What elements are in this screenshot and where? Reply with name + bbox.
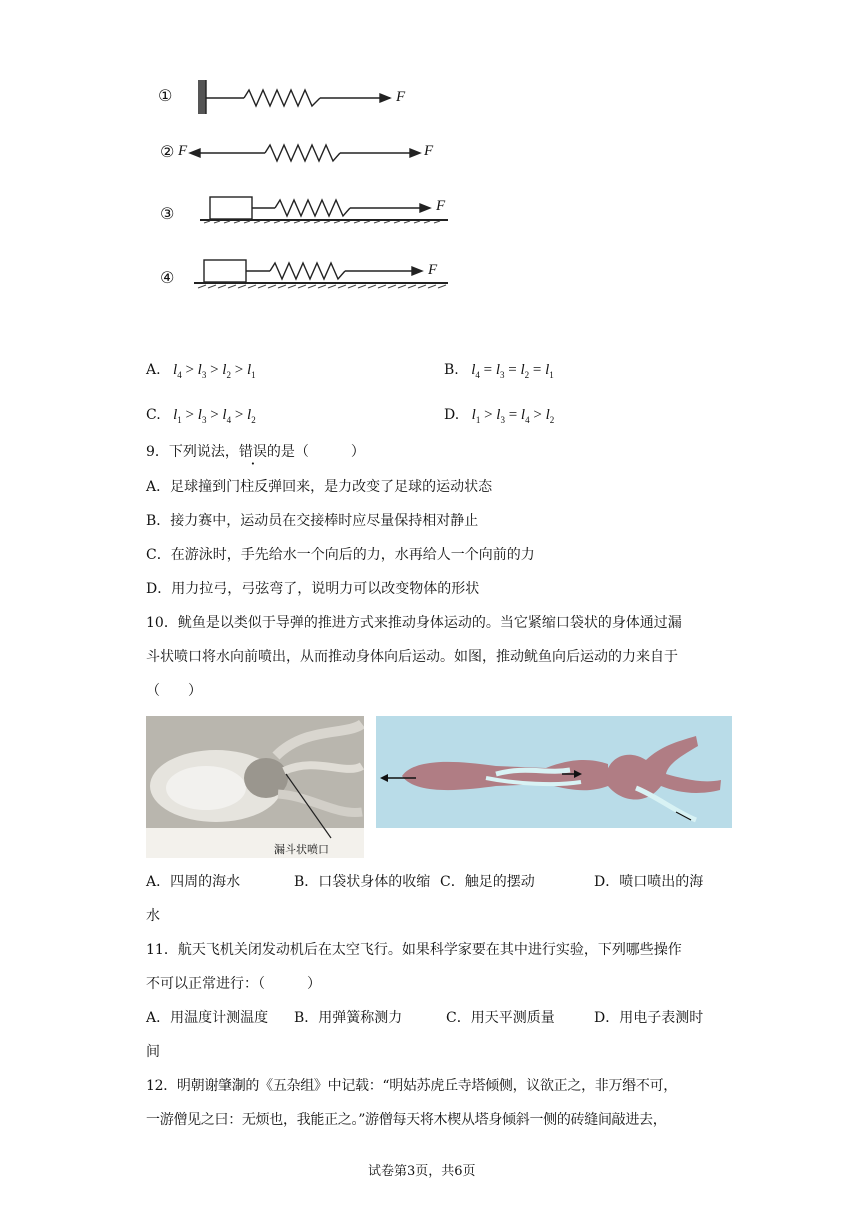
q11-option-d[interactable]: D．用电子表测时 bbox=[594, 1010, 704, 1026]
page-footer: 试卷第3页，共6页 bbox=[368, 1164, 476, 1179]
q9-emphasis: 错误 bbox=[238, 444, 267, 460]
q10-option-c[interactable]: C．触足的摆动 bbox=[440, 874, 535, 890]
spring-figure bbox=[150, 70, 470, 310]
squid-photo bbox=[146, 716, 364, 858]
q11-option-b[interactable]: B．用弹簧称测力 bbox=[294, 1010, 403, 1026]
q9-option-a[interactable]: A．足球撞到门柱反弹回来，是力改变了足球的运动状态 bbox=[146, 479, 493, 495]
force-label-3: F bbox=[436, 198, 446, 214]
spring-label-2: ② bbox=[160, 142, 175, 161]
q12-line-1: 12．明朝谢肇淛的《五杂组》中记载：“明姑苏虎丘寺塔倾侧，议欲正之，非万缗不可， bbox=[146, 1078, 677, 1094]
force-label-4: F bbox=[428, 262, 438, 278]
q10-line-3: （ ） bbox=[146, 683, 202, 699]
q9-option-b[interactable]: B．接力赛中，运动员在交接棒时应尽量保持相对静止 bbox=[146, 513, 479, 529]
force-label-1: F bbox=[396, 89, 406, 105]
q11-line-2: 不可以正常进行：（ ） bbox=[146, 976, 321, 992]
q8-option-a[interactable]: A. $l_4 > l_3 > l_2 > l_1$ bbox=[146, 362, 256, 380]
q10-option-b[interactable]: B．口袋状身体的收缩 bbox=[294, 874, 431, 890]
q11-line-1: 11．航天飞机关闭发动机后在太空飞行。如果科学家要在其中进行实验，下列哪些操作 bbox=[146, 942, 682, 958]
q12-line-2: 一游僧见之曰：无烦也，我能正之。”游僧每天将木楔从塔身倾斜一侧的砖缝间敲进去， bbox=[146, 1112, 667, 1128]
spring-label-4: ④ bbox=[160, 268, 175, 287]
q8-option-d[interactable]: D. $l_1 > l_3 = l_4 > l_2$ bbox=[444, 407, 555, 425]
q11-option-d-wrap: 间 bbox=[146, 1044, 160, 1060]
q10-option-a[interactable]: A．四周的海水 bbox=[146, 874, 241, 890]
force-label-2a: F bbox=[178, 143, 188, 159]
spring-label-1: ① bbox=[158, 86, 173, 105]
q10-line-1: 10．鱿鱼是以类似于导弹的推进方式来推动身体运动的。当它紧缩口袋状的身体通过漏 bbox=[146, 615, 682, 631]
q10-option-d[interactable]: D．喷口喷出的海 bbox=[594, 874, 704, 890]
q9-option-c[interactable]: C．在游泳时，手先给水一个向后的力，水再给人一个向前的力 bbox=[146, 547, 535, 563]
force-label-2b: F bbox=[424, 143, 434, 159]
q9-stem: 9．下列说法，错误的是（ ） bbox=[146, 444, 365, 460]
q8-option-b[interactable]: B. $l_4 = l_3 = l_2 = l_1$ bbox=[444, 362, 554, 380]
q11-option-a[interactable]: A．用温度计测温度 bbox=[146, 1010, 269, 1026]
q9-option-d[interactable]: D．用力拉弓，弓弦弯了，说明力可以改变物体的形状 bbox=[146, 581, 480, 597]
q10-line-2: 斗状喷口将水向前喷出，从而推动身体向后运动。如图，推动鱿鱼向后运动的力来自于 bbox=[146, 649, 678, 665]
q10-option-d-wrap: 水 bbox=[146, 908, 160, 924]
squid-photo-caption: 漏斗状喷口 bbox=[274, 843, 329, 856]
q11-option-c[interactable]: C．用天平测质量 bbox=[446, 1010, 555, 1026]
q8-option-c[interactable]: C. $l_1 > l_3 > l_4 > l_2$ bbox=[146, 407, 256, 425]
squid-diagram bbox=[376, 716, 732, 828]
spring-label-3: ③ bbox=[160, 204, 175, 223]
